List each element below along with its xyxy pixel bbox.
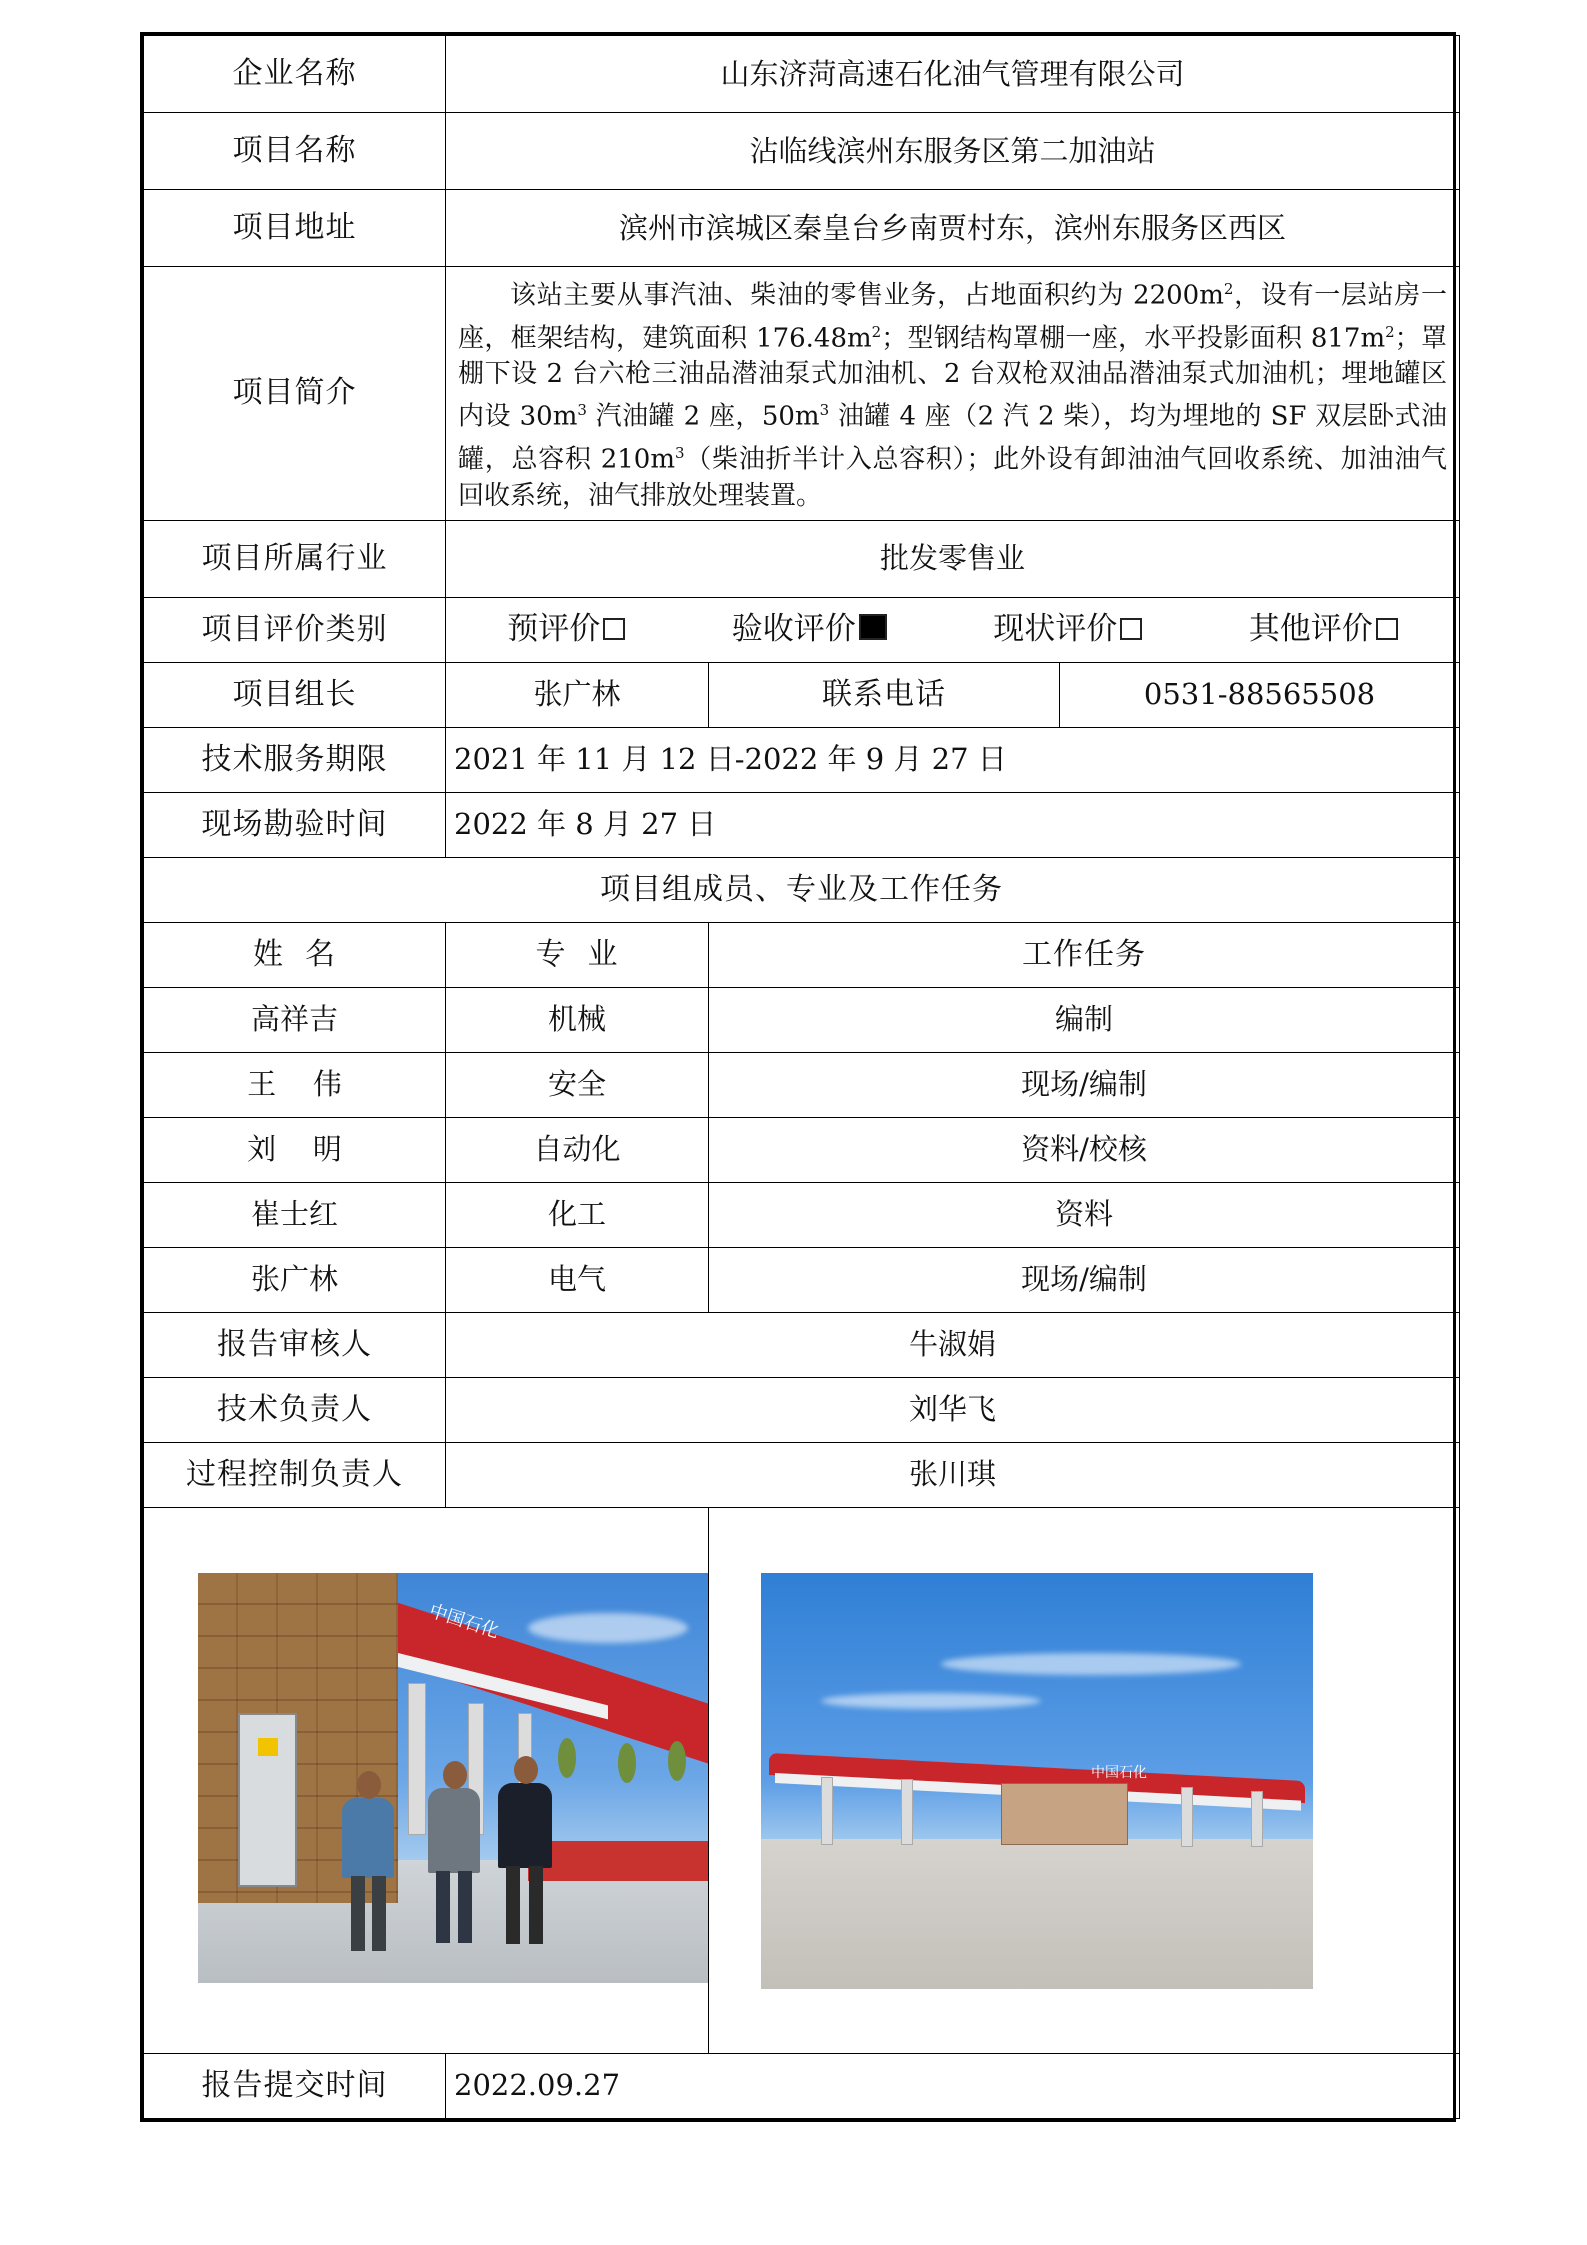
member-name: 刘 明 (144, 1117, 446, 1182)
row-project-address (144, 190, 1460, 267)
submit-value: 2022.09.27 (446, 2053, 1460, 2118)
member-major: 电气 (446, 1247, 709, 1312)
member-task: 资料 (709, 1182, 1460, 1247)
checkbox-icon (1120, 618, 1142, 640)
site-photo-right-cell (709, 1507, 1460, 2053)
company-label: 企业名称 (144, 36, 446, 113)
reviewer-value: 牛淑娟 (446, 1312, 1460, 1377)
member-name: 高祥吉 (144, 987, 446, 1052)
member-major: 自动化 (446, 1117, 709, 1182)
leader-value: 张广林 (446, 662, 709, 727)
table-row (144, 1247, 1460, 1312)
project-address-value: 滨州市滨城区秦皇台乡南贾村东，滨州东服务区西区 (446, 190, 1460, 267)
site-photo-team (198, 1573, 709, 1983)
warning-sign-icon (258, 1738, 278, 1756)
project-intro-text: 该站主要从事汽油、柴油的零售业务，占地面积约为 $2200m^2$，设有一层站房一座，框架结构，建筑面积 $176.48m^2$；型钢结构罩棚一座，水平投影面积 $817m^2$；罩棚下设 2 台六枪三油品潜油泵式加油机、2 台双枪双油品潜油泵式加油机；埋地罐区内设 $30m^3$ 汽油罐 2 座，$50m^3$ 油罐 4 座（2 汽 2 柴），均为埋地的 SF 双层卧式油罐，总容积 $210m^3$（柴油折半计入总容积）；此外设有卸油油气回收系统、加油油气回收系统，油气排放处理装置。 (446, 267, 1460, 521)
row-tech-lead (144, 1377, 1460, 1442)
evaluation-options (446, 597, 1460, 662)
row-leader (144, 662, 1460, 727)
row-photos (144, 1507, 1460, 2053)
eval-option-status[interactable]: 现状评价 (993, 611, 1142, 648)
service-period-label: 技术服务期限 (144, 727, 446, 792)
industry-label: 项目所属行业 (144, 520, 446, 597)
reviewer-label: 报告审核人 (144, 1312, 446, 1377)
project-name-label: 项目名称 (144, 113, 446, 190)
member-name: 张广林 (144, 1247, 446, 1312)
phone-label: 联系电话 (709, 662, 1060, 727)
members-title: 项目组成员、专业及工作任务 (144, 857, 1460, 922)
submit-label: 报告提交时间 (144, 2053, 446, 2118)
member-name: 崔士红 (144, 1182, 446, 1247)
survey-date-label: 现场勘验时间 (144, 792, 446, 857)
table-row (144, 1182, 1460, 1247)
project-name-value: 沾临线滨州东服务区第二加油站 (446, 113, 1460, 190)
info-sheet (140, 32, 1456, 2122)
eval-option-acceptance[interactable]: 验收评价 (732, 611, 887, 648)
row-project-name (144, 113, 1460, 190)
process-lead-label: 过程控制负责人 (144, 1442, 446, 1507)
phone-value: 0531-88565508 (1060, 662, 1460, 727)
row-members-title (144, 857, 1460, 922)
table-row (144, 1052, 1460, 1117)
members-header-row (144, 922, 1460, 987)
service-period-value: 2021 年 11 月 12 日-2022 年 9 月 27 日 (446, 727, 1460, 792)
checkbox-icon (1376, 618, 1398, 640)
row-reviewer (144, 1312, 1460, 1377)
project-intro-label: 项目简介 (144, 267, 446, 521)
member-task: 现场/编制 (709, 1052, 1460, 1117)
sinopec-sign: 中国石化 (1091, 1764, 1147, 1781)
member-major-header: 专 业 (446, 922, 709, 987)
checkbox-icon (603, 618, 625, 640)
member-task: 编制 (709, 987, 1460, 1052)
member-major: 化工 (446, 1182, 709, 1247)
eval-option-other[interactable]: 其他评价 (1249, 611, 1398, 648)
site-photo-left-cell (144, 1507, 709, 2053)
company-value: 山东济菏高速石化油气管理有限公司 (446, 36, 1460, 113)
row-service-period (144, 727, 1460, 792)
row-process-lead (144, 1442, 1460, 1507)
survey-date-value: 2022 年 8 月 27 日 (446, 792, 1460, 857)
row-project-intro (144, 267, 1460, 521)
project-info-table (143, 35, 1460, 2119)
sinopec-sign: 中国石化 (426, 1600, 502, 1643)
member-major: 安全 (446, 1052, 709, 1117)
evaluation-label: 项目评价类别 (144, 597, 446, 662)
row-survey-date (144, 792, 1460, 857)
table-row (144, 987, 1460, 1052)
tech-lead-label: 技术负责人 (144, 1377, 446, 1442)
row-company (144, 36, 1460, 113)
site-photo-station (761, 1573, 1313, 1989)
row-submit (144, 2053, 1460, 2118)
member-name: 王 伟 (144, 1052, 446, 1117)
member-major: 机械 (446, 987, 709, 1052)
process-lead-value: 张川琪 (446, 1442, 1460, 1507)
project-address-label: 项目地址 (144, 190, 446, 267)
member-name-header: 姓 名 (144, 922, 446, 987)
row-industry (144, 520, 1460, 597)
member-task-header: 工作任务 (709, 922, 1460, 987)
row-evaluation (144, 597, 1460, 662)
checkbox-checked-icon (859, 614, 887, 640)
tech-lead-value: 刘华飞 (446, 1377, 1460, 1442)
member-task: 资料/校核 (709, 1117, 1460, 1182)
leader-label: 项目组长 (144, 662, 446, 727)
table-row (144, 1117, 1460, 1182)
industry-value: 批发零售业 (446, 520, 1460, 597)
member-task: 现场/编制 (709, 1247, 1460, 1312)
eval-option-pre[interactable]: 预评价 (507, 611, 625, 648)
